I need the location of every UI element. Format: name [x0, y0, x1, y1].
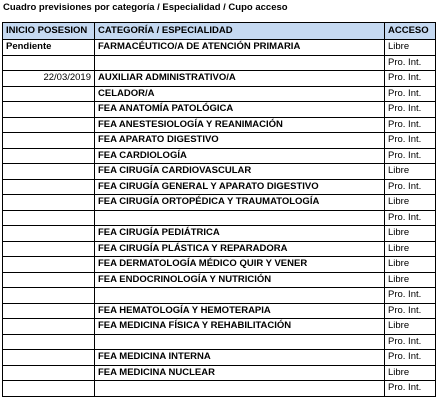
cell-acceso: Pro. Int. [385, 86, 436, 102]
cell-inicio-posesion [3, 179, 95, 195]
table-row [3, 303, 436, 319]
table-row [3, 365, 436, 381]
cell-acceso: Pro. Int. [385, 117, 436, 133]
header-inicio-posesion: INICIO POSESION [3, 23, 95, 40]
cell-acceso: Libre [385, 365, 436, 381]
cell-acceso: Libre [385, 241, 436, 257]
table-row [3, 102, 436, 118]
cell-acceso: Libre [385, 319, 436, 335]
table-row [3, 179, 436, 195]
cell-inicio-posesion [3, 102, 95, 118]
cell-categoria: FARMACÉUTICO/A DE ATENCIÓN PRIMARIA [95, 40, 385, 56]
cell-categoria [95, 381, 385, 397]
cell-acceso: Pro. Int. [385, 102, 436, 118]
cell-inicio-posesion [3, 164, 95, 180]
cell-inicio-posesion [3, 365, 95, 381]
header-categoria: CATEGORÍA / ESPECIALIDAD [95, 23, 385, 40]
cell-inicio-posesion [3, 133, 95, 149]
cell-inicio-posesion [3, 288, 95, 304]
cell-inicio-posesion [3, 148, 95, 164]
table-row [3, 350, 436, 366]
cell-inicio-posesion [3, 86, 95, 102]
cell-acceso: Pro. Int. [385, 148, 436, 164]
table-header-row [3, 23, 436, 40]
table-row [3, 148, 436, 164]
cell-acceso: Pro. Int. [385, 334, 436, 350]
document-title: Cuadro previsiones por categoría / Especialidad / Cupo acceso [3, 2, 288, 13]
cell-inicio-posesion [3, 226, 95, 242]
cell-inicio-posesion [3, 195, 95, 211]
cell-acceso: Pro. Int. [385, 303, 436, 319]
cell-categoria: FEA CIRUGÍA ORTOPÉDICA Y TRAUMATOLOGÍA [95, 195, 385, 211]
table-row [3, 195, 436, 211]
cell-categoria: FEA ENDOCRINOLOGÍA Y NUTRICIÓN [95, 272, 385, 288]
cell-categoria [95, 55, 385, 71]
cell-categoria: FEA MEDICINA INTERNA [95, 350, 385, 366]
cell-categoria: FEA CIRUGÍA PLÁSTICA Y REPARADORA [95, 241, 385, 257]
cell-acceso: Pro. Int. [385, 179, 436, 195]
table-row [3, 226, 436, 242]
cell-acceso: Libre [385, 40, 436, 56]
cell-inicio-posesion: Pendiente [3, 40, 95, 56]
cell-inicio-posesion [3, 350, 95, 366]
cell-categoria: AUXILIAR ADMINISTRATIVO/A [95, 71, 385, 87]
cell-categoria [95, 288, 385, 304]
cell-acceso: Pro. Int. [385, 71, 436, 87]
cell-inicio-posesion [3, 319, 95, 335]
cell-acceso: Libre [385, 164, 436, 180]
table-row [3, 40, 436, 56]
table-row [3, 319, 436, 335]
table-row [3, 288, 436, 304]
cell-inicio-posesion [3, 381, 95, 397]
cell-categoria [95, 210, 385, 226]
table-row [3, 86, 436, 102]
cell-inicio-posesion [3, 257, 95, 273]
cell-inicio-posesion [3, 210, 95, 226]
table-row [3, 272, 436, 288]
header-acceso: ACCESO [385, 23, 436, 40]
table-row [3, 210, 436, 226]
table-row [3, 71, 436, 87]
table-row [3, 133, 436, 149]
cell-acceso: Libre [385, 257, 436, 273]
table-body [3, 40, 436, 397]
table-row [3, 55, 436, 71]
cell-inicio-posesion [3, 334, 95, 350]
cell-acceso: Libre [385, 226, 436, 242]
table-row [3, 164, 436, 180]
cell-categoria: CELADOR/A [95, 86, 385, 102]
cell-categoria: FEA MEDICINA FÍSICA Y REHABILITACIÓN [95, 319, 385, 335]
cell-inicio-posesion [3, 241, 95, 257]
cell-categoria: FEA CIRUGÍA GENERAL Y APARATO DIGESTIVO [95, 179, 385, 195]
cell-categoria: FEA CARDIOLOGÍA [95, 148, 385, 164]
cell-categoria: FEA APARATO DIGESTIVO [95, 133, 385, 149]
table-row [3, 334, 436, 350]
cell-inicio-posesion [3, 117, 95, 133]
cell-categoria: FEA MEDICINA NUCLEAR [95, 365, 385, 381]
cell-acceso: Pro. Int. [385, 133, 436, 149]
cell-acceso: Libre [385, 195, 436, 211]
cell-acceso: Pro. Int. [385, 55, 436, 71]
cell-acceso: Pro. Int. [385, 210, 436, 226]
cell-inicio-posesion [3, 272, 95, 288]
cell-acceso: Pro. Int. [385, 381, 436, 397]
table-row [3, 241, 436, 257]
cell-inicio-posesion [3, 303, 95, 319]
cell-categoria: FEA CIRUGÍA PEDIÁTRICA [95, 226, 385, 242]
cell-categoria: FEA CIRUGÍA CARDIOVASCULAR [95, 164, 385, 180]
table-row [3, 381, 436, 397]
cell-categoria: FEA ANATOMÍA PATOLÓGICA [95, 102, 385, 118]
cell-inicio-posesion: 22/03/2019 [3, 71, 95, 87]
cell-inicio-posesion [3, 55, 95, 71]
table-row [3, 117, 436, 133]
table-row [3, 257, 436, 273]
cell-acceso: Pro. Int. [385, 350, 436, 366]
previsiones-table [2, 22, 436, 397]
cell-categoria: FEA HEMATOLOGÍA Y HEMOTERAPIA [95, 303, 385, 319]
cell-acceso: Pro. Int. [385, 288, 436, 304]
cell-acceso: Libre [385, 272, 436, 288]
cell-categoria [95, 334, 385, 350]
cell-categoria: FEA DERMATOLOGÍA MÉDICO QUIR Y VENER [95, 257, 385, 273]
cell-categoria: FEA ANESTESIOLOGÍA Y REANIMACIÓN [95, 117, 385, 133]
